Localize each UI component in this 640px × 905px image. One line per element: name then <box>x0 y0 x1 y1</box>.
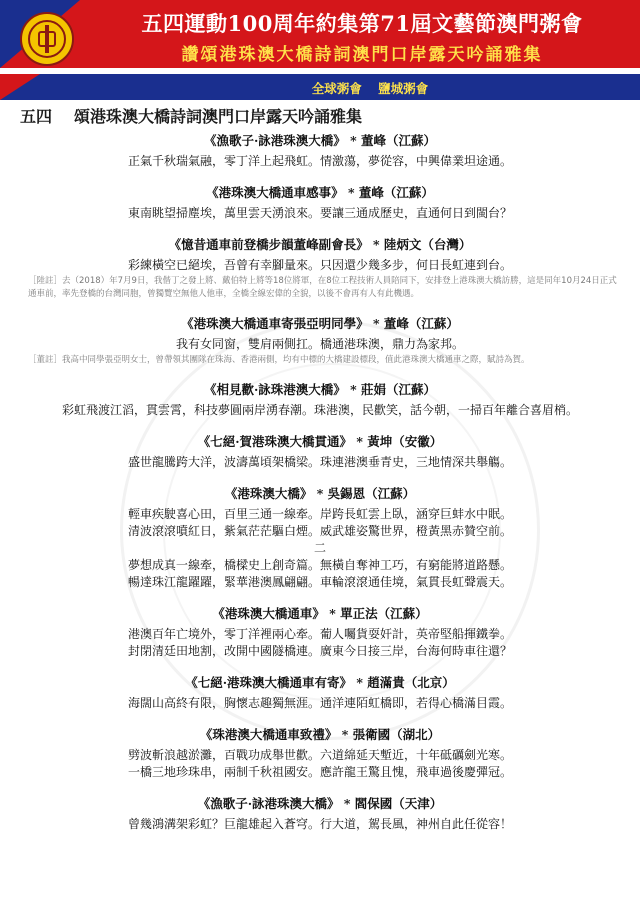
poem-title: 《港珠澳大橋》 * 吳錫恩（江蘇） <box>224 486 416 501</box>
page-title: 五四運動100周年約集第71屆文藝節澳門粥會 <box>141 11 583 36</box>
poem-line: 清波滾滾噴紅日，紫氣茫茫驅白煙。威武雄姿驚世界，橙黃黑赤贊空前。 <box>127 524 512 538</box>
poem-block <box>0 486 640 591</box>
society-logo-icon <box>20 12 74 66</box>
poem-block <box>0 727 640 781</box>
poem-line: 港澳百年亡境外，零丁洋裡兩心牽。葡人囑貨耍奸計，英帝堅船揮鐵拳。 <box>127 627 512 641</box>
poem-line: 劈波斬浪越淤灘，百戰功成舉世歡。六道綿延天塹近，十年砥礪劍光寒。 <box>127 748 512 762</box>
poem-title: 《漁歌子·詠港珠澳大橋》 * 董峰（江蘇） <box>203 133 437 148</box>
poem-line: 彩虹飛渡江滔，貫雲霄，科技夢圓兩岸湧春潮。珠港澳，民歡笑，話今朝，一掃百年離合喜眉梢。 <box>61 403 578 417</box>
poem-line: 曾幾鴻溝架彩虹？巨龍雄起入蒼穹。行大道，駕長風，神州自此任從容！ <box>127 817 512 831</box>
poem-line: 海闊山高終有限，胸懷志趣獨無涯。通洋連陌虹橋即，若得心橋滿目霞。 <box>127 696 512 710</box>
page-header <box>0 0 640 100</box>
poem-line: 彩練橫空已絕埃，吾曾有幸腳量來。只因還少幾多步，何日長虹連到台。 <box>127 258 512 272</box>
header-red-corner <box>0 74 40 100</box>
poem-block <box>0 606 640 660</box>
poem-line: 東南眺望掃塵埃，萬里雲天湧浪來。要讓三通成歷史，直通何日到閩台？ <box>127 206 512 220</box>
poem-block <box>0 382 640 419</box>
poem-annotation: ［陸註］去（2018）年7月9日，我偕丁之發上將、戴伯特上將等18位將軍，在8位工程技術人員陪同下，安排登上港珠澳大橋訪勝，這是同年10月24日正式通車前，率先登橋的台灣同胞，曾獨覽空無他人他車，全橋全線宏偉的全貌，以後不會再有人有此機遇。 <box>28 276 617 299</box>
poem-block <box>0 796 640 833</box>
poem-annotation: ［董註］我高中同學張亞明女士，曾帶領其團隊在珠海、香港兩側，均有中標的大橋建設標段，值此港珠澳大橋通車之際，賦詩為賀。 <box>28 355 530 365</box>
poem-line: 暢達珠江龍躍躍，緊華港澳鳳翩翩。車輪滾滾通佳境，氣貫長虹聲震天。 <box>127 575 512 589</box>
poem-block <box>0 434 640 471</box>
poem-title: 《港珠澳大橋通車寄張亞明同學》 * 董峰（江蘇） <box>181 316 459 331</box>
poem-line: 我有女同窗，雙肩兩側扛。橋通港珠澳，鼎力為家邦。 <box>175 337 464 351</box>
poem-title: 《港珠澳大橋通車》 * 單正法（江蘇） <box>212 606 428 621</box>
poem-title: 《珠港澳大橋通車致禮》 * 張衛國（湖北） <box>199 727 441 742</box>
poem-title: 《漁歌子·詠港珠澳大橋》 * 閻保國（天津） <box>197 796 443 811</box>
poem-line: 夢想成真一線牽，橋樑史上創奇篇。無橫自奪神工巧，有窮能將道路懸。 <box>127 558 512 572</box>
organizer-name: 鹽城粥會 <box>378 81 429 96</box>
poem-line: 盛世龍騰跨大洋，波濤萬頃架橋梁。珠連港澳垂青史，三地情深共舉觴。 <box>127 455 512 469</box>
poem-block <box>0 237 640 301</box>
article-body <box>0 104 640 848</box>
poem-line: 二 <box>313 541 326 555</box>
organizer-list <box>120 79 620 97</box>
poem-line: 正氣千秋瑞氣融，零丁洋上起飛虹。情激蕩，夢從容，中興偉業坦途通。 <box>127 154 512 168</box>
poem-title: 《七絕·港珠澳大橋通車有寄》 * 趙滿貴（北京） <box>185 675 455 690</box>
poem-title: 《七絕·賀港珠澳大橋貫通》 * 黃坤（安徽） <box>197 434 443 449</box>
poem-title: 《港珠澳大橋通車感事》 * 董峰（江蘇） <box>206 185 434 200</box>
poem-line: 輕車疾駛喜心田，百里三通一線牽。岸跨長虹雲上臥，涵穿巨蚌水中眠。 <box>127 507 512 521</box>
poem-title: 《憶昔通車前登橋步韻董峰副會長》 * 陸炳文（台灣） <box>168 237 472 252</box>
poem-block <box>0 675 640 712</box>
section-heading <box>20 104 640 127</box>
section-title-text: 頌港珠澳大橋詩詞澳門口岸露天吟誦雅集 <box>74 107 363 126</box>
poem-title: 《相見歡·詠珠港澳大橋》 * 莊娟（江蘇） <box>203 382 437 397</box>
poem-line: 一橋三地珍珠串，兩制千秋祖國安。應許龍王驚且愧，飛車過後慶彈冠。 <box>127 765 512 779</box>
poem-list <box>0 133 640 833</box>
poem-block <box>0 133 640 170</box>
page-subtitle: 讚頌港珠澳大橋詩詞澳門口岸露天吟誦雅集 <box>181 45 543 65</box>
poem-block <box>0 316 640 367</box>
poem-block <box>0 185 640 222</box>
poem-line: 封閉清廷田地割，改開中國隧橋連。廣東今日接三岸，台海何時車往還？ <box>127 644 512 658</box>
section-number: 五四 <box>20 107 53 126</box>
organizer-name: 全球粥會 <box>311 81 362 96</box>
